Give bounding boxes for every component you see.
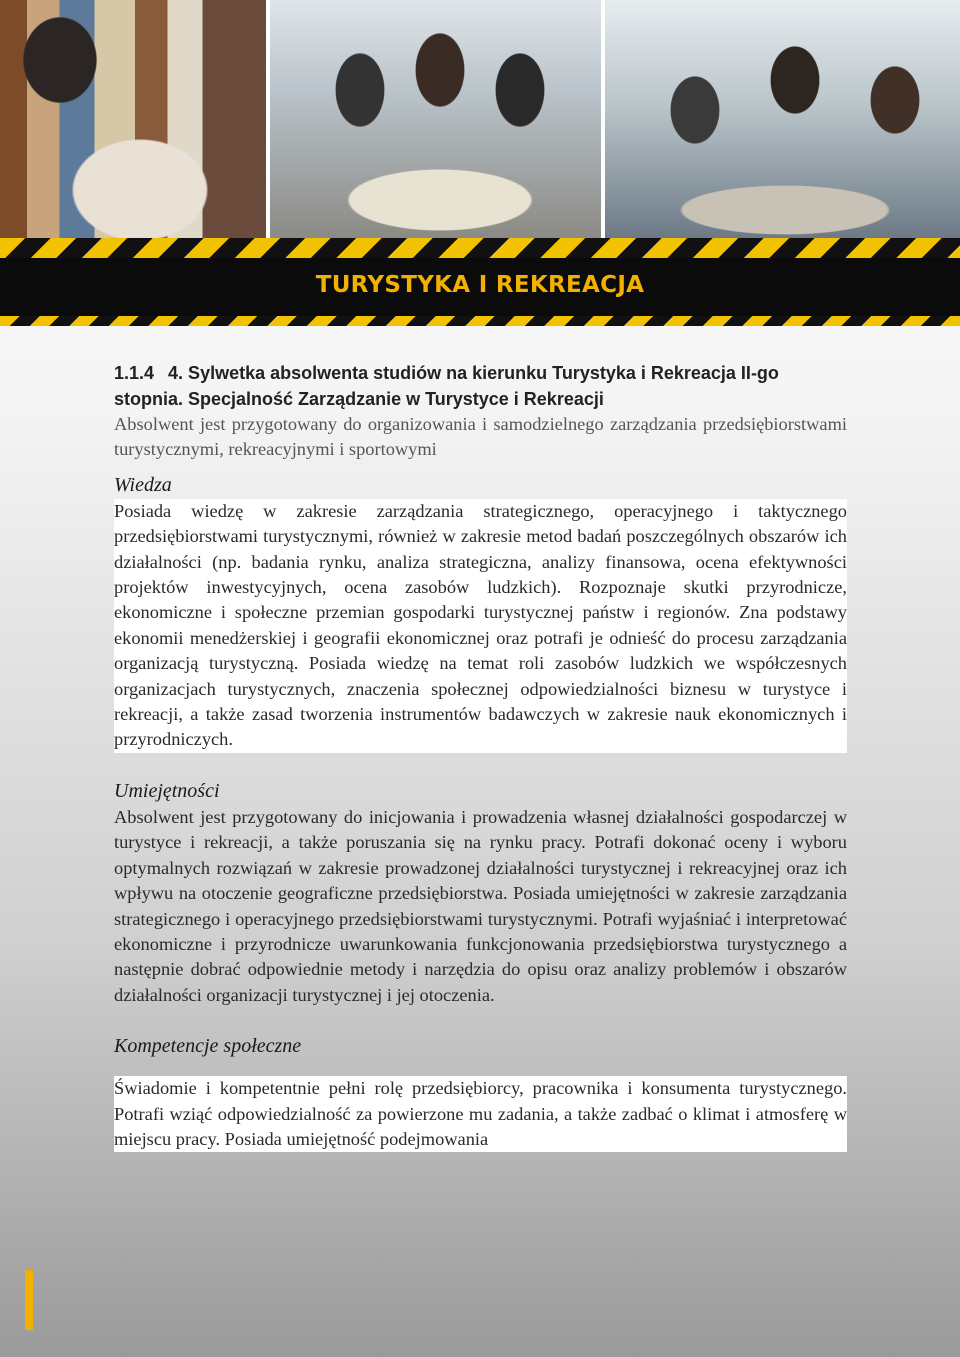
section-heading-text: 4. Sylwetka absolwenta studiów na kierunku Turystyka i Rekreacja II-go stopnia. Specjalność Zarządzanie w Turystyce i Rekreacji — [114, 363, 779, 409]
left-accent-bar — [25, 1270, 33, 1330]
hazard-stripe-bottom — [0, 316, 960, 326]
photo-student-library — [0, 0, 270, 238]
umiejetnosci-title: Umiejętności — [114, 779, 220, 802]
photo-banner — [0, 0, 960, 238]
wiedza-title: Wiedza — [114, 473, 172, 496]
spacer — [114, 463, 847, 471]
kompetencje-paragraph: Świadomie i kompetentnie pełni rolę przedsiębiorcy, pracownika i konsumenta turystycznego. Potrafi wziąć odpowiedzialność za powierzone mu zadania, a także zadbać o klimat i atmosferę w miejscu pracy. Posiada umiejętność podejmowania — [114, 1076, 847, 1152]
photo-students-group-floor — [605, 0, 960, 238]
hazard-stripe-top — [0, 238, 960, 260]
kompetencje-title: Kompetencje społeczne — [114, 1035, 302, 1058]
spacer — [114, 1060, 847, 1076]
section-number: 1.1.4 — [114, 363, 155, 383]
section-heading — [114, 360, 847, 412]
wiedza-paragraph: Posiada wiedzę w zakresie zarządzania strategicznego, operacyjnego i taktycznego przedsiębiorstwami turystycznymi, również w zakresie metod badań poszczególnych obszarów ich działalności (np. badania rynku, analiza strategiczna, analizy finansowa, ocena efektywności projektów inwestycyjnych, ocena zasobów ludzkich). Rozpoznaje skutki przyrodnicze, ekonomiczne i społeczne przemian gospodarki turystycznej państw i regionów. Zna podstawy ekonomii menedżerskiej i geografii ekonomicznej oraz potrafi je odnieść do procesu zarządzania organizacją turystyczną. Posiada wiedzę na temat roli zasobów ludzkich we współczesnych organizacjach turystycznych, znaczenia społecznej odpowiedzialności biznesu w turystyce i rekreacji, a także zasad tworzenia instrumentów badawczych w zakresie nauk ekonomicznych i przyrodniczych. — [114, 499, 847, 753]
spacer — [114, 769, 847, 777]
spacer — [114, 753, 847, 769]
spacer — [114, 1008, 847, 1024]
intro-paragraph: Absolwent jest przygotowany do organizowania i samodzielnego zarządzania przedsiębiorstwami turystycznymi, rekreacyjnymi i sportowymi — [114, 414, 847, 460]
page-title: TURYSTYKA I REKREACJA — [315, 272, 645, 298]
main-content — [114, 360, 847, 1152]
umiejetnosci-paragraph: Absolwent jest przygotowany do inicjowania i prowadzenia własnej działalności gospodarczej w turystyce i rekreacji, a także poruszania się na rynku pracy. Potrafi dokonać oceny i wyboru optymalnych rozwiązań w zakresie prowadzonej działalności turystycznej i rekreacyjnej oraz ich wpływu na otoczenie geograficzne przedsiębiorstwa. Posiada umiejętności w zakresie zarządzania strategicznego i operacyjnego przedsiębiorstwami turystycznymi. Potrafi wyjaśniać i interpretować ekonomiczne i przyrodnicze uwarunkowania funkcjonowania przedsiębiorstwa turystycznego a następnie dobrać odpowiednie metody i narzędzia do opisu oraz analizy problemów i obszarów działalności organizacji turystycznej i jej otoczenia. — [114, 806, 847, 1005]
spacer — [114, 1024, 847, 1032]
photo-students-studying-table — [270, 0, 605, 238]
